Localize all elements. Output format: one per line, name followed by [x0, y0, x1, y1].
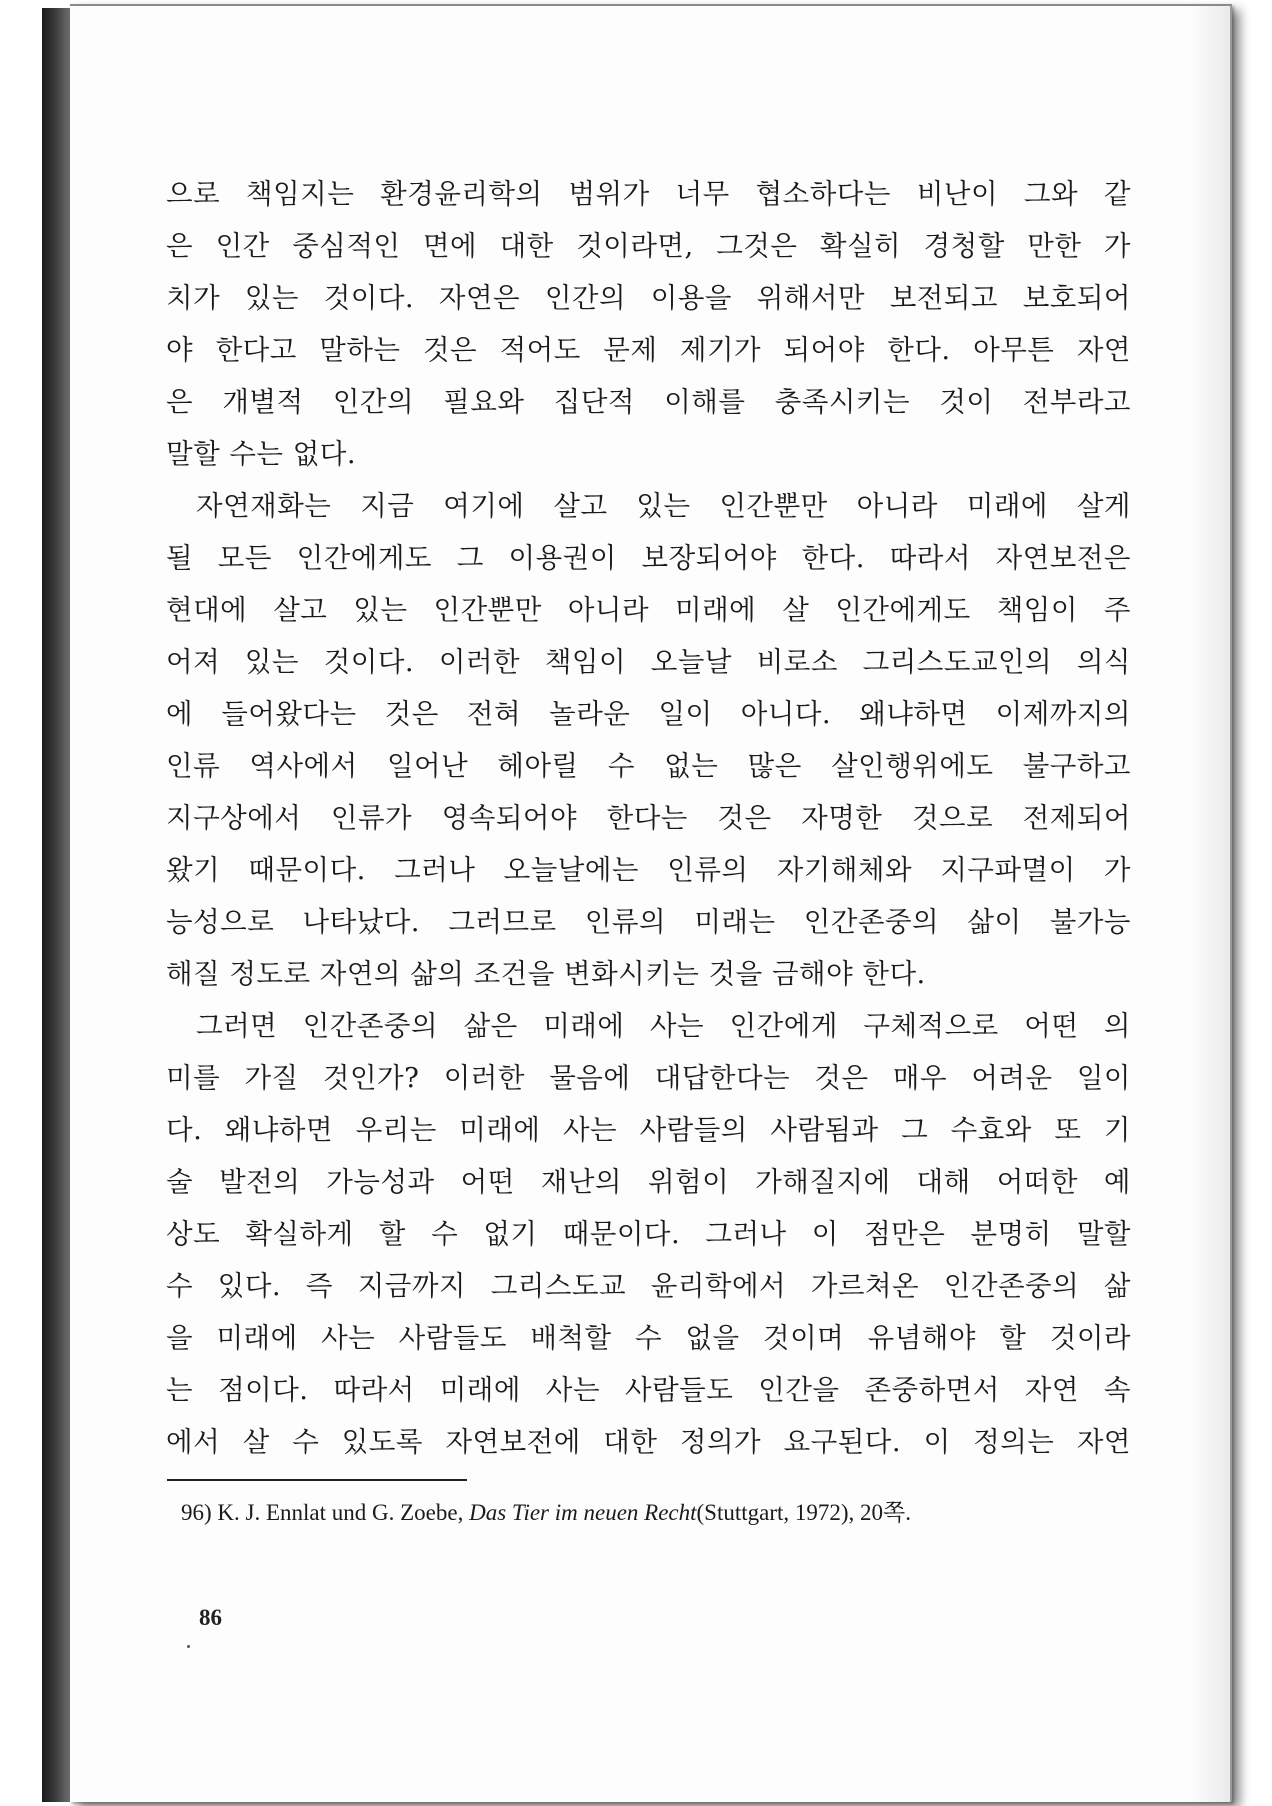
text-line: 해질 정도로 자연의 삶의 조건을 변화시키는 것을 금해야 한다.: [166, 958, 926, 990]
text-line: 에서 살 수 있도록 자연보전에 대한 정의가 요구된다. 이 정의는 자연: [166, 1426, 1131, 1458]
footnote-divider: [167, 1479, 467, 1481]
text-line: 야 한다고 말하는 것은 적어도 문제 제기가 되어야 한다. 아무튼 자연: [166, 334, 1131, 366]
text-line: 치가 있는 것이다. 자연은 인간의 이용을 위해서만 보전되고 보호되어: [166, 282, 1131, 314]
text-line: 술 발전의 가능성과 어떤 재난의 위험이 가해질지에 대해 어떠한 예: [166, 1166, 1131, 1198]
text-line: 다. 왜냐하면 우리는 미래에 사는 사람들의 사람됨과 그 수효와 또 기: [166, 1114, 1131, 1146]
text-line: 상도 확실하게 할 수 없기 때문이다. 그러나 이 점만은 분명히 말할: [166, 1218, 1131, 1250]
footnote: [181, 1494, 911, 1527]
text-line: 인류 역사에서 일어난 헤아릴 수 없는 많은 살인행위에도 불구하고: [166, 750, 1131, 782]
text-line: 어져 있는 것이다. 이러한 책임이 오늘날 비로소 그리스도교인의 의식: [166, 646, 1131, 678]
text-line: 될 모든 인간에게도 그 이용권이 보장되어야 한다. 따라서 자연보전은: [166, 542, 1131, 574]
text-line: 왔기 때문이다. 그러나 오늘날에는 인류의 자기해체와 지구파멸이 가: [166, 854, 1131, 886]
footnote-title: Das Tier im neuen Recht: [469, 1500, 697, 1525]
text-line: 지구상에서 인류가 영속되어야 한다는 것은 자명한 것으로 전제되어: [166, 802, 1131, 834]
text-line: 은 개별적 인간의 필요와 집단적 이해를 충족시키는 것이 전부라고: [166, 386, 1131, 418]
text-line: 에 들어왔다는 것은 전혀 놀라운 일이 아니다. 왜냐하면 이제까지의: [166, 698, 1131, 730]
text-line: 말할 수는 없다.: [166, 438, 357, 470]
scan-speck: [187, 1645, 190, 1648]
text-line: 능성으로 나타났다. 그러므로 인류의 미래는 인간존중의 삶이 불가능: [166, 906, 1131, 938]
text-line: 수 있다. 즉 지금까지 그리스도교 윤리학에서 가르쳐온 인간존중의 삶: [166, 1270, 1131, 1302]
text-line: 자연재화는 지금 여기에 살고 있는 인간뿐만 아니라 미래에 살게: [196, 490, 1131, 522]
text-line: 미를 가질 것인가? 이러한 물음에 대답한다는 것은 매우 어려운 일이: [166, 1062, 1131, 1094]
footnote-authors: K. J. Ennlat und G. Zoebe,: [217, 1500, 464, 1525]
footnote-number: 96): [181, 1500, 212, 1525]
text-line: 을 미래에 사는 사람들도 배척할 수 없을 것이며 유념해야 할 것이라: [166, 1322, 1131, 1354]
text-line: 그러면 인간존중의 삶은 미래에 사는 인간에게 구체적으로 어떤 의: [196, 1010, 1131, 1042]
text-line: 은 인간 중심적인 면에 대한 것이라면, 그것은 확실히 경청할 만한 가: [166, 230, 1131, 262]
body-text: [166, 168, 1131, 1468]
text-line: 현대에 살고 있는 인간뿐만 아니라 미래에 살 인간에게도 책임이 주: [166, 594, 1131, 626]
footnote-details: (Stuttgart, 1972), 20쪽.: [696, 1500, 912, 1525]
text-line: 으로 책임지는 환경윤리학의 범위가 너무 협소하다는 비난이 그와 같: [166, 178, 1131, 210]
text-line: 는 점이다. 따라서 미래에 사는 사람들도 인간을 존중하면서 자연 속: [166, 1374, 1131, 1406]
page-number: 86: [199, 1605, 222, 1630]
